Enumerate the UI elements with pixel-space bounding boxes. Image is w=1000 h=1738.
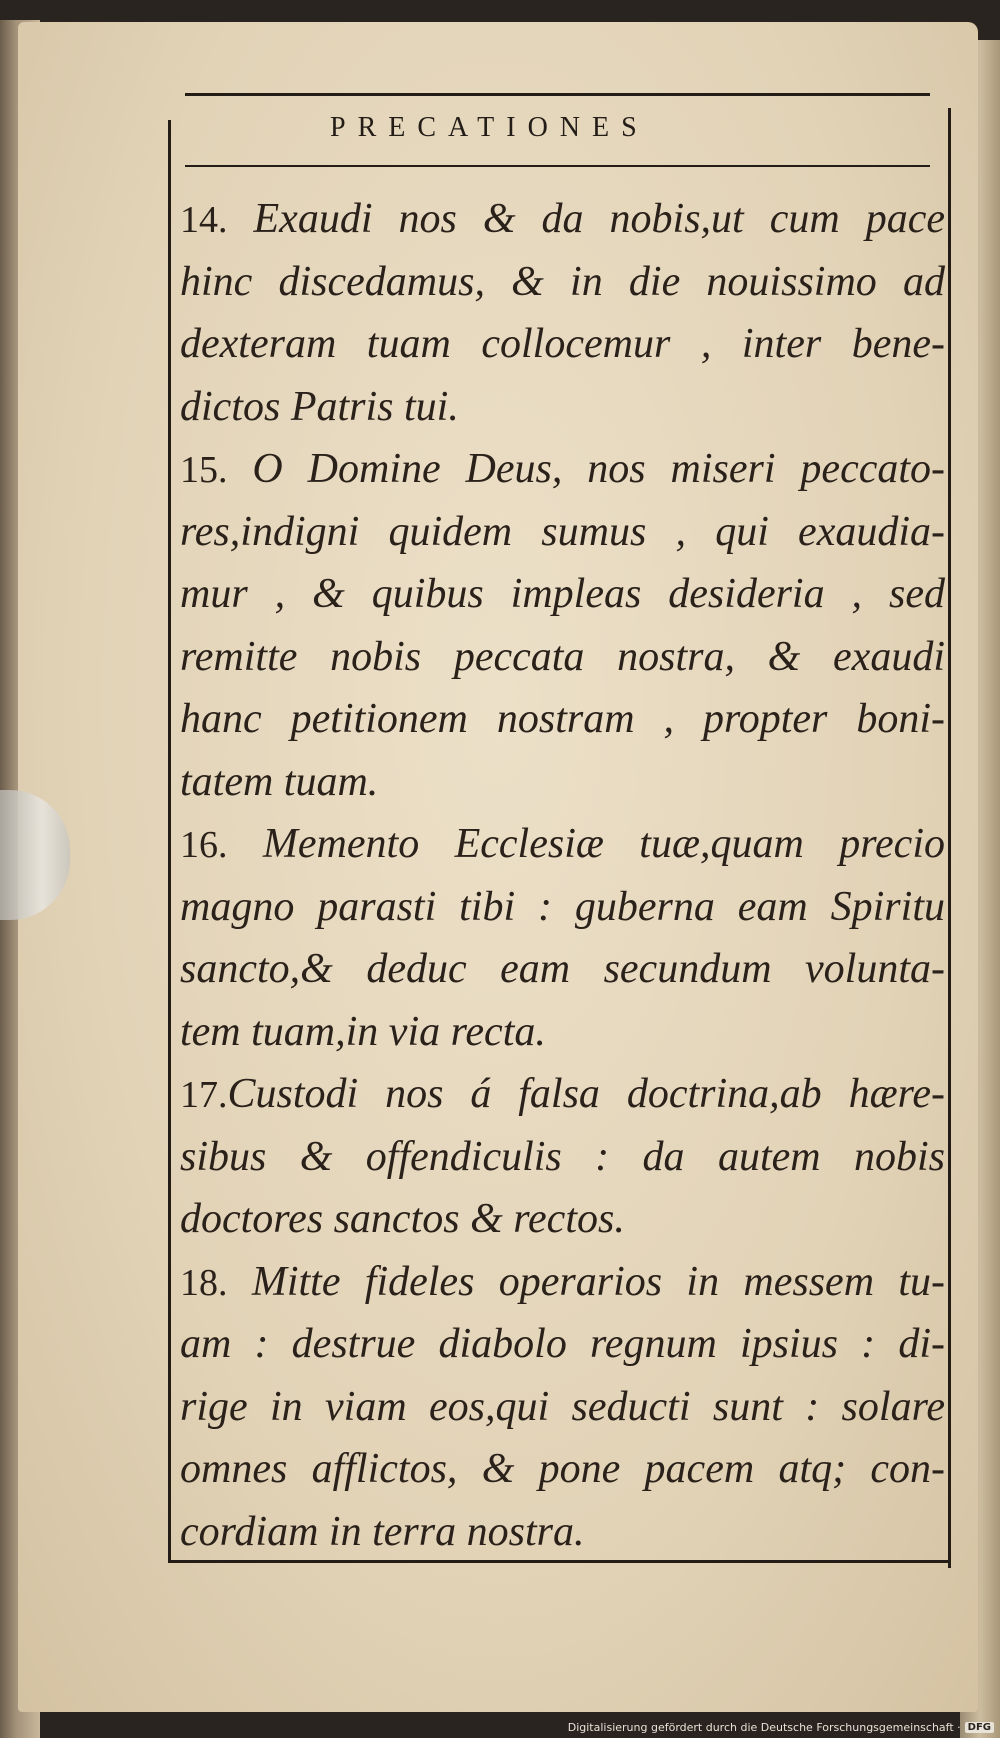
text-line: mur , & quibus impleas desideria , sed <box>180 571 945 617</box>
text-line: remitte nobis peccata nostra, & exaudi <box>180 633 945 680</box>
paragraph-number: 16. <box>180 824 228 866</box>
digitization-credit <box>568 1721 994 1734</box>
text-line: cordiam in terra nostra. <box>180 1508 585 1555</box>
paragraph-number: 17. <box>180 1074 228 1116</box>
running-head: PRECATIONES <box>330 112 649 143</box>
head-rule <box>185 165 930 167</box>
prayer-text <box>180 188 945 1563</box>
text-line: Custodi nos á falsa doctrina,ab hære- <box>227 1071 945 1117</box>
top-rule <box>185 93 930 96</box>
text-line: hinc discedamus, & in die nouissimo ad <box>180 258 945 305</box>
paragraph-number: 15. <box>180 449 228 491</box>
paragraph-number: 14. <box>180 199 228 241</box>
paragraph-14 <box>180 188 945 438</box>
text-line: doctores sanctos & rectos. <box>180 1196 625 1242</box>
text-line: rige in viam eos,qui seducti sunt : solare <box>180 1383 945 1430</box>
paragraph-17 <box>180 1063 945 1251</box>
text-line: O Domine Deus, nos miseri peccato- <box>252 446 946 492</box>
paragraph-16 <box>180 813 945 1063</box>
text-line: hanc petitionem nostram , propter boni- <box>180 696 945 742</box>
text-line: dictos Patris tui. <box>180 383 459 430</box>
text-line: sancto,& deduc eam secundum volunta- <box>180 946 945 992</box>
text-line: sibus & offendiculis : da autem nobis <box>180 1133 945 1180</box>
text-line: magno parasti tibi : guberna eam Spiritu <box>180 883 945 930</box>
text-line: res,indigni quidem sumus , qui exaudia- <box>180 508 945 555</box>
text-line: omnes afflictos, & pone pacem atq; con- <box>180 1446 945 1492</box>
frame-right-rule <box>948 108 951 1568</box>
credit-text: Digitalisierung gefördert durch die Deutsche Forschungsgemeinschaft · <box>567 1721 961 1734</box>
text-line: tatem tuam. <box>180 758 379 805</box>
paragraph-number: 18. <box>180 1261 228 1304</box>
paragraph-15 <box>180 438 945 813</box>
text-line: tem tuam,in via recta. <box>180 1008 546 1055</box>
text-line: dexteram tuam collocemur , inter bene- <box>180 321 945 367</box>
frame-left-rule <box>168 120 171 1560</box>
text-line: Memento Ecclesiæ tuæ,quam precio <box>262 821 945 867</box>
text-line: am : destrue diabolo regnum ipsius : di- <box>180 1321 945 1367</box>
dfg-logo: DFG <box>965 1722 994 1733</box>
text-line: Mitte fideles operarios in messem tu- <box>251 1258 946 1305</box>
paragraph-18 <box>180 1251 945 1564</box>
text-line: Exaudi nos & da nobis,ut cum pace <box>253 196 946 242</box>
